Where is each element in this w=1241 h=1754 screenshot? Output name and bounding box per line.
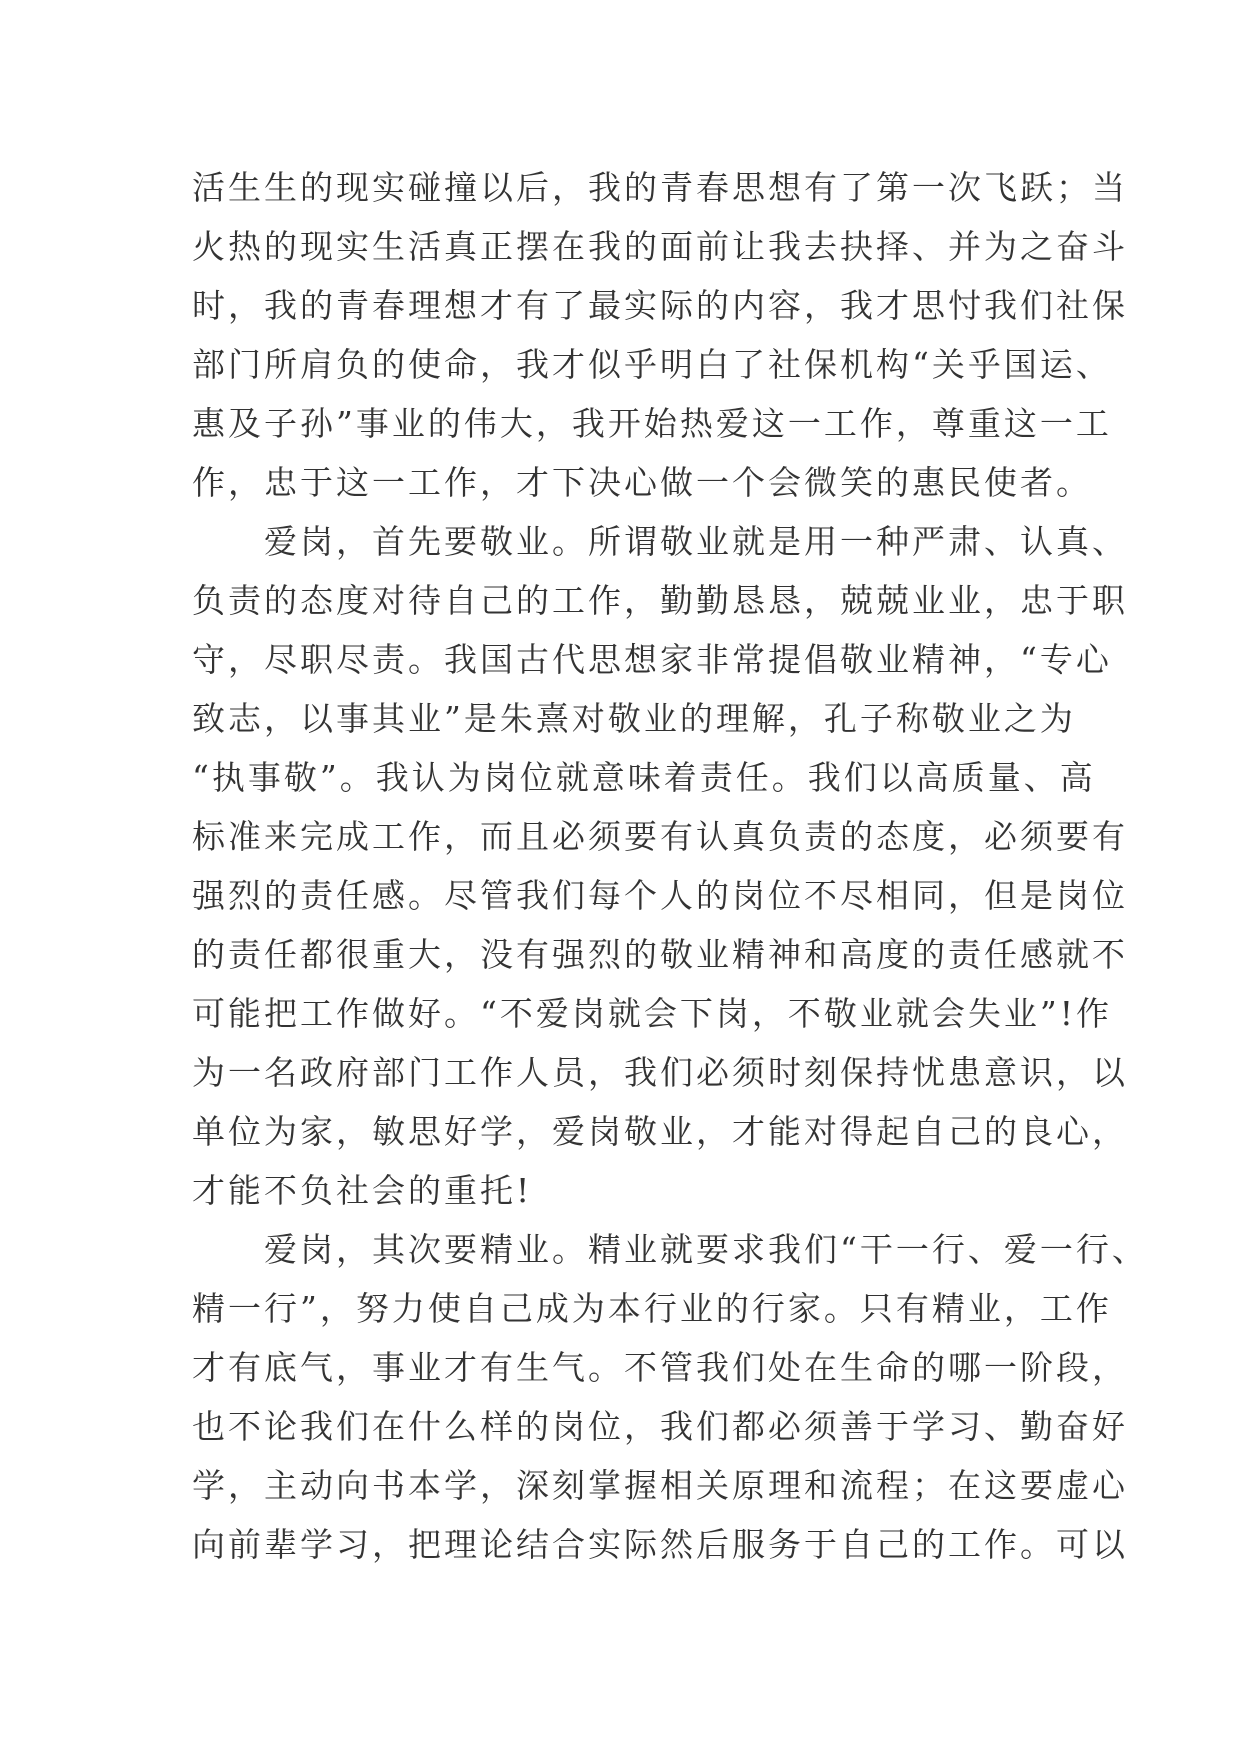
text-line: 火热的现实生活真正摆在我的面前让我去抉择、并为之奋斗 bbox=[192, 227, 1128, 266]
text-line: 爱岗，首先要敬业。所谓敬业就是用一种严肃、认真、 bbox=[264, 522, 1128, 561]
text-line: 强烈的责任感。尽管我们每个人的岗位不尽相同，但是岗位 bbox=[192, 876, 1128, 915]
text-line: 为一名政府部门工作人员，我们必须时刻保持忧患意识，以 bbox=[192, 1053, 1128, 1092]
text-line: 单位为家，敏思好学，爱岗敬业，才能对得起自己的良心， bbox=[192, 1112, 1128, 1151]
text-line: 才能不负社会的重托! bbox=[192, 1171, 533, 1210]
text-line: 作，忠于这一工作，才下决心做一个会微笑的惠民使者。 bbox=[192, 463, 1092, 502]
text-line: 才有底气，事业才有生气。不管我们处在生命的哪一阶段， bbox=[192, 1348, 1128, 1387]
text-line: 精一行”，努力使自己成为本行业的行家。只有精业，工作 bbox=[192, 1289, 1112, 1328]
text-line: 标准来完成工作，而且必须要有认真负责的态度，必须要有 bbox=[192, 817, 1128, 856]
text-line: 向前辈学习，把理论结合实际然后服务于自己的工作。可以 bbox=[192, 1525, 1128, 1564]
text-line: “执事敬”。我认为岗位就意味着责任。我们以高质量、高 bbox=[192, 758, 1096, 797]
paragraph-continuation bbox=[192, 158, 1128, 512]
body-text bbox=[192, 158, 1148, 1574]
text-line: 惠及子孙”事业的伟大，我开始热爱这一工作，尊重这一工 bbox=[192, 404, 1112, 443]
paragraph-dedication bbox=[192, 512, 1128, 1220]
text-line: 可能把工作做好。“不爱岗就会下岗，不敬业就会失业”!作 bbox=[192, 994, 1113, 1033]
text-line: 的责任都很重大，没有强烈的敬业精神和高度的责任感就不 bbox=[192, 935, 1128, 974]
text-line: 负责的态度对待自己的工作，勤勤恳恳，兢兢业业，忠于职 bbox=[192, 581, 1128, 620]
text-line: 部门所肩负的使命，我才似乎明白了社保机构“关乎国运、 bbox=[192, 345, 1112, 384]
text-line: 学，主动向书本学，深刻掌握相关原理和流程；在这要虚心 bbox=[192, 1466, 1128, 1505]
text-line: 致志，以事其业”是朱熹对敬业的理解，孔子称敬业之为 bbox=[192, 699, 1076, 738]
text-line: 爱岗，其次要精业。精业就要求我们“干一行、爱一行、 bbox=[264, 1230, 1148, 1269]
text-line: 活生生的现实碰撞以后，我的青春思想有了第一次飞跃；当 bbox=[192, 168, 1128, 207]
text-line: 守，尽职尽责。我国古代思想家非常提倡敬业精神，“专心 bbox=[192, 640, 1112, 679]
paragraph-excellence bbox=[192, 1220, 1148, 1574]
text-line: 时，我的青春理想才有了最实际的内容，我才思忖我们社保 bbox=[192, 286, 1128, 325]
text-line: 也不论我们在什么样的岗位，我们都必须善于学习、勤奋好 bbox=[192, 1407, 1128, 1446]
